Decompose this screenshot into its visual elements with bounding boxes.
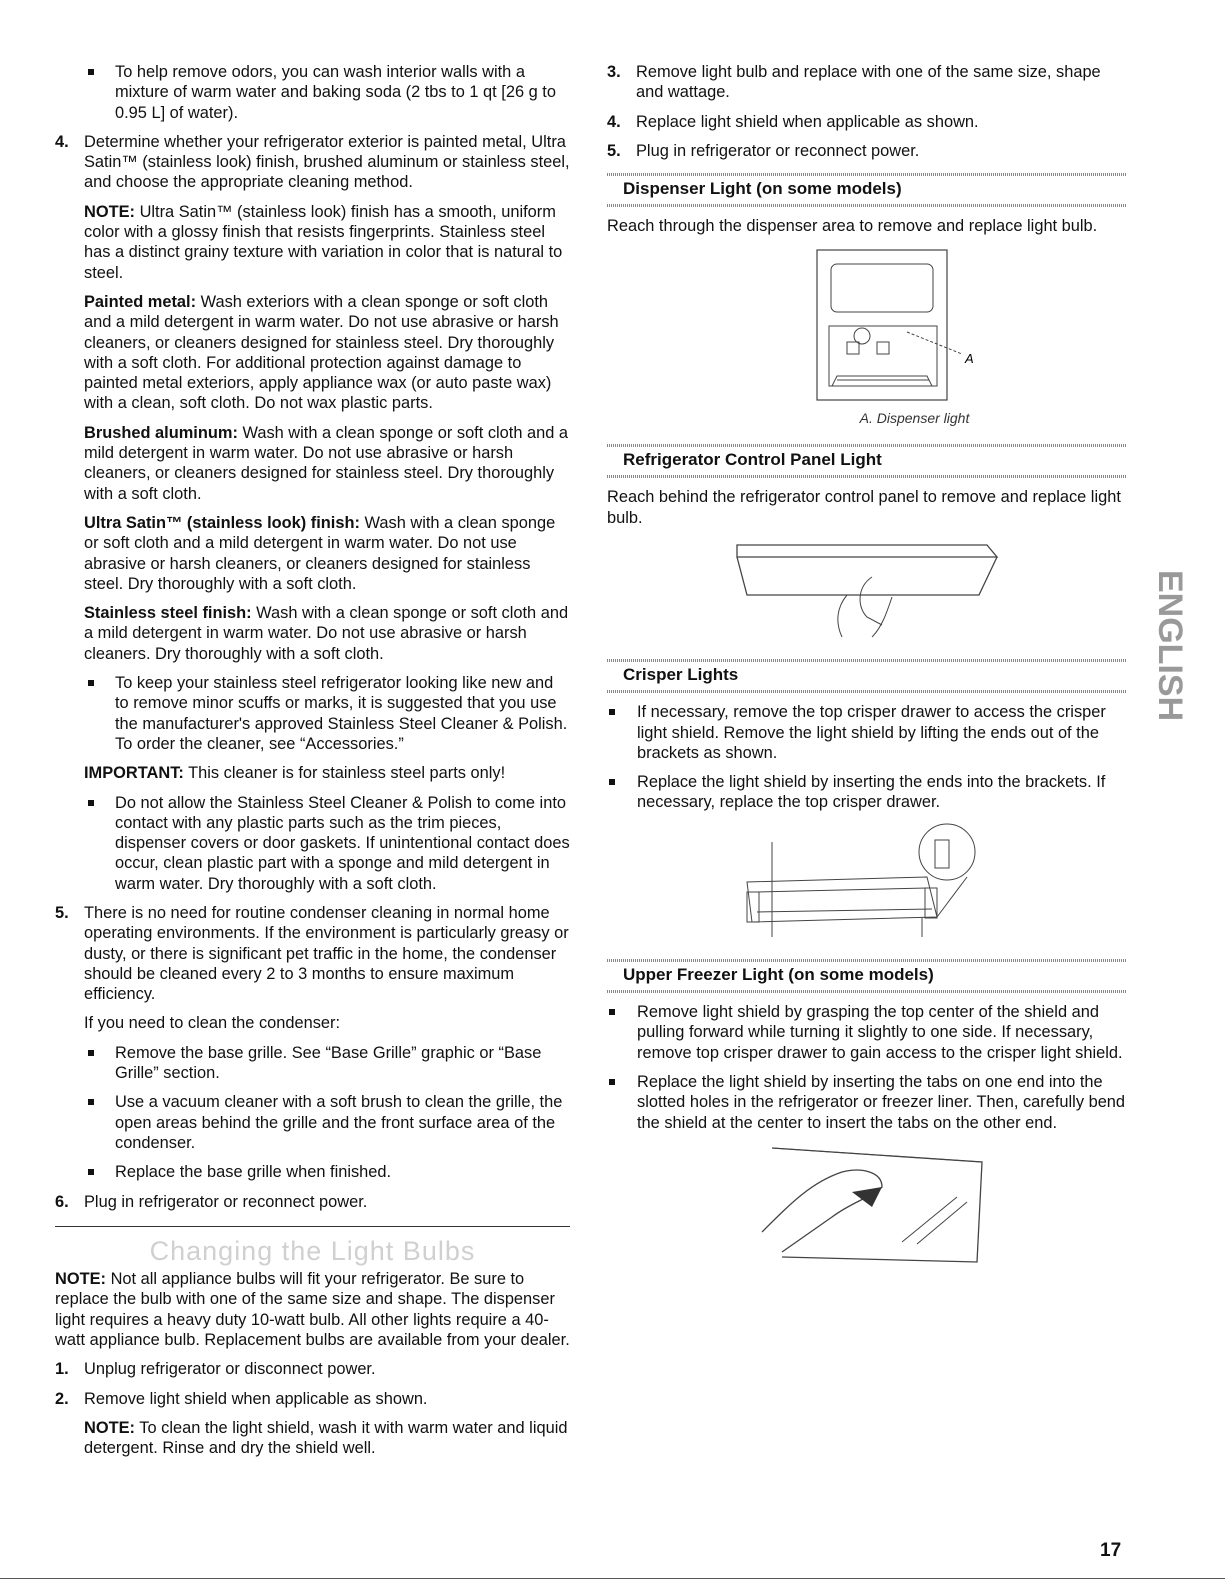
list-item: Replace the base grille when finished. <box>55 1162 570 1182</box>
note-paragraph <box>55 1269 570 1350</box>
note-label: NOTE: <box>55 1270 106 1289</box>
step-text: Remove light bulb and replace with one of the same size, shape and wattage. <box>636 63 1101 102</box>
list-item: Remove the base grille. See “Base Grille” graphic or “Base Grille” section. <box>55 1043 570 1084</box>
note-label: NOTE: <box>84 1418 135 1437</box>
step-number: 1. <box>55 1360 69 1379</box>
step-2 <box>55 1389 570 1409</box>
control-panel-illustration <box>717 537 1017 647</box>
right-column <box>607 62 1127 1272</box>
dispenser-light-heading: Dispenser Light (on some models) <box>607 175 1127 204</box>
ultra-satin-paragraph <box>55 513 570 594</box>
step-number: 5. <box>607 141 621 160</box>
step-text: Remove light shield when applicable as shown. <box>84 1389 428 1408</box>
important-label: IMPORTANT: <box>84 764 184 783</box>
step-5 <box>55 903 570 1004</box>
brushed-aluminum-paragraph <box>55 423 570 504</box>
language-label: ENGLISH <box>1151 570 1189 722</box>
step-3 <box>607 62 1127 103</box>
language-tab <box>1150 570 1189 722</box>
step-4 <box>55 132 570 193</box>
section-divider <box>55 1226 570 1227</box>
dispenser-caption: A. Dispenser light <box>859 409 970 426</box>
note-paragraph <box>55 202 570 283</box>
stainless-text: Wash with a clean sponge or soft cloth and a mild detergent in warm water. Do not use abrasive or harsh cleaners. Dry thoroughly with a soft cloth. <box>84 604 569 663</box>
step-number: 6. <box>55 1192 69 1211</box>
list-item: If necessary, remove the top crisper drawer to access the crisper light shield. Remove the light shield by lifting the ends out of the brackets as shown. <box>607 702 1127 763</box>
brushed-aluminum-text: Wash with a clean sponge or soft cloth and a mild detergent in warm water. Do not use abrasive or harsh cleaners, or cleaners designed for stainless steel. Dry thoroughly with a soft cloth. <box>84 423 569 503</box>
step-1 <box>55 1359 570 1379</box>
note-text: Not all appliance bulbs will fit your refrigerator. Be sure to replace the bulb with one of the same size and shape. The dispenser light requires a heavy duty 10-watt bulb. All other lights require a 40-watt appliance bulb. Replacement bulbs are available from your dealer. <box>55 1270 570 1350</box>
section-title: Changing the Light Bulbs <box>149 1235 476 1266</box>
step-text: Determine whether your refrigerator exterior is painted metal, Ultra Satin™ (stainless look) finish, brushed aluminum or stainless steel, and choose the appropriate cleaning method. <box>84 132 570 192</box>
list-item: To help remove odors, you can wash interior walls with a mixture of warm water and baking soda (2 tbs to 1 qt [26 g to 0.95 L] of water). <box>55 62 570 123</box>
step-text: Plug in refrigerator or reconnect power. <box>636 141 920 160</box>
list-item: Use a vacuum cleaner with a soft brush to clean the grille, the open areas behind the grille and the front surface area of the condenser. <box>55 1092 570 1153</box>
step-number: 5. <box>55 903 69 922</box>
ultra-satin-label: Ultra Satin™ (stainless look) finish: <box>84 513 360 532</box>
important-paragraph <box>55 763 570 783</box>
list-item: Replace the light shield by inserting the ends into the brackets. If necessary, replace the top crisper drawer. <box>607 772 1127 813</box>
step-text: Replace light shield when applicable as shown. <box>636 112 979 131</box>
control-panel-light-heading: Refrigerator Control Panel Light <box>607 446 1127 475</box>
painted-metal-text: Wash exteriors with a clean sponge or soft cloth and a mild detergent in warm water. Do not use abrasive or harsh cleaners, or cleaners designed for stainless steel. Dry thoroughly with a soft cloth. For additional protection against damage to painted metal exteriors, apply appliance wax (or auto paste wax) with a clean, soft cloth. Do not wax plastic parts. <box>84 292 559 413</box>
control-panel-text: Reach behind the refrigerator control panel to remove and replace light bulb. <box>607 488 1121 527</box>
list-item: Do not allow the Stainless Steel Cleaner & Polish to come into contact with any plastic parts such as the trim pieces, dispenser covers or door gaskets. If unintentional contact does occur, clean plastic part with a sponge and mild detergent in warm water. Dry thoroughly with a soft cloth. <box>55 793 570 894</box>
step-number: 2. <box>55 1389 69 1408</box>
step-number: 3. <box>607 63 621 81</box>
step-number: 4. <box>55 132 69 151</box>
dispenser-text: Reach through the dispenser area to remove and replace light bulb. <box>607 217 1098 236</box>
note-label: NOTE: <box>84 202 135 221</box>
important-text: This cleaner is for stainless steel parts only! <box>188 764 506 783</box>
step-4 <box>607 112 1127 132</box>
note-text: Ultra Satin™ (stainless look) finish has a smooth, uniform color with a glossy finish that resists fingerprints. Stainless steel has a distinct grainy texture with variation in color that is natural to steel. <box>84 202 563 282</box>
step-5 <box>607 141 1127 161</box>
upper-freezer-light-heading: Upper Freezer Light (on some models) <box>607 961 1127 990</box>
ultra-satin-text: Wash with a clean sponge or soft cloth and a mild detergent in warm water. Do not use abrasive or harsh cleaners, or cleaners designed for stainless steel. Dry thoroughly with a soft cloth. <box>84 513 556 593</box>
freezer-light-illustration <box>732 1142 1002 1272</box>
left-column <box>55 62 570 1468</box>
step-text: Plug in refrigerator or reconnect power. <box>84 1192 368 1211</box>
note-text: To clean the light shield, wash it with warm water and liquid detergent. Rinse and dry the shield well. <box>84 1418 568 1458</box>
list-item: Remove light shield by grasping the top center of the shield and pulling forward while turning it slightly to one side. If necessary, remove top crisper drawer to gain access to the crisper light shield. <box>607 1002 1127 1063</box>
step-number: 4. <box>607 112 621 131</box>
page-bottom-rule <box>0 1578 1225 1579</box>
brushed-aluminum-label: Brushed aluminum: <box>84 423 238 442</box>
step-6 <box>55 1192 570 1212</box>
condenser-intro: If you need to clean the condenser: <box>84 1014 341 1033</box>
crisper-light-illustration <box>727 822 1007 947</box>
list-item: Replace the light shield by inserting the tabs on one end into the slotted holes in the refrigerator or freezer liner. Then, carefully bend the shield at the center to insert the tabs on the other end. <box>607 1072 1127 1133</box>
step-text: Unplug refrigerator or disconnect power. <box>84 1360 376 1379</box>
page-number: 17 <box>1100 1540 1122 1561</box>
step-text: There is no need for routine condenser cleaning in normal home operating environments. If the environment is particularly greasy or dusty, or there is significant pet traffic in the home, the condenser should be cleaned every 2 to 3 months to ensure maximum efficiency. <box>84 903 569 1004</box>
stainless-paragraph <box>55 603 570 664</box>
figure-label-a: A <box>965 350 974 366</box>
painted-metal-paragraph <box>55 292 570 414</box>
stainless-label: Stainless steel finish: <box>84 604 252 623</box>
painted-metal-label: Painted metal: <box>84 292 197 311</box>
dispenser-illustration <box>757 246 977 406</box>
crisper-lights-heading: Crisper Lights <box>607 661 1127 690</box>
note-paragraph <box>55 1418 570 1459</box>
list-item: To keep your stainless steel refrigerator looking like new and to remove minor scuffs or marks, it is suggested that you use the manufacturer's approved Stainless Steel Cleaner & Polish. To order the cleaner, see “Accessories.” <box>55 673 570 754</box>
